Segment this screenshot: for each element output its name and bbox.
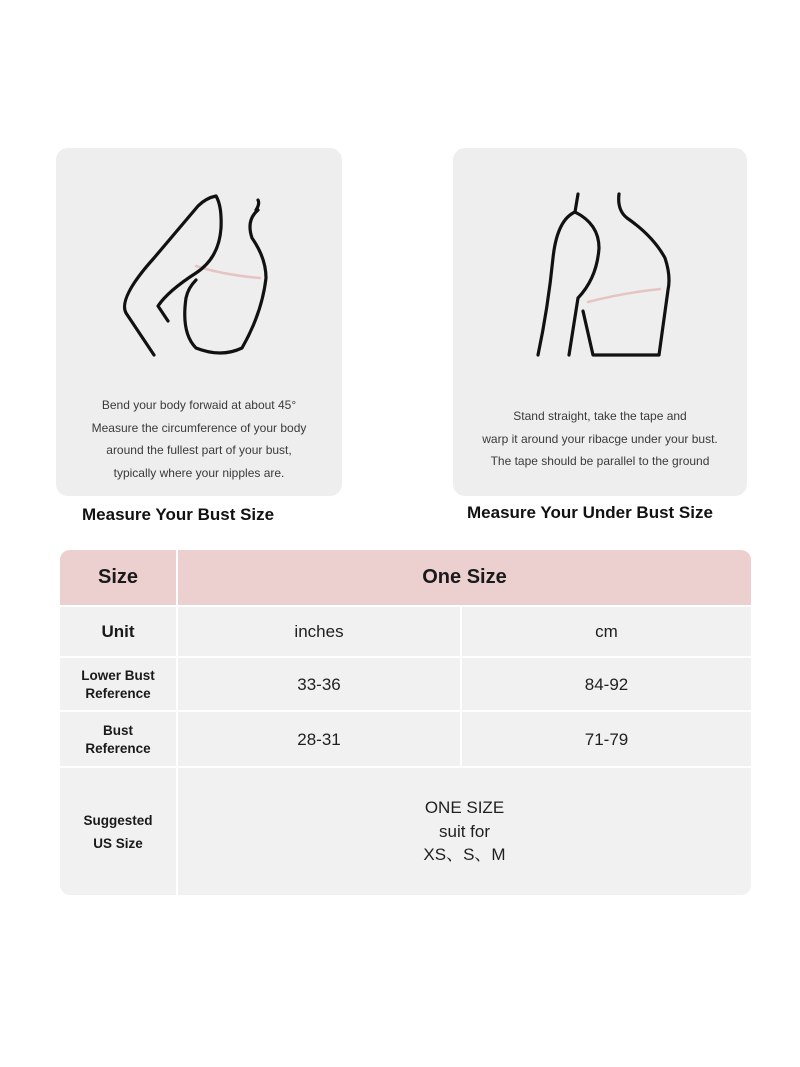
underbust-caption: [453, 405, 747, 473]
divider: [60, 656, 751, 658]
bust-cm: 71-79: [584, 729, 629, 749]
caption-line: The tape should be parallel to the ground: [490, 454, 710, 468]
caption-line: Bend your body forwaid at about 45°: [101, 398, 297, 412]
label-line: Reference: [85, 685, 151, 701]
us-size-value: [178, 768, 751, 895]
underbust-heading: Measure Your Under Bust Size: [467, 503, 713, 522]
bust-measure-card: [56, 148, 342, 496]
lower-bust-cm: 84-92: [584, 674, 629, 694]
label-line: Suggested: [83, 812, 153, 828]
caption-line: Measure the circumference of your body: [91, 420, 307, 435]
bust-label: [60, 712, 176, 767]
unit-cm: cm: [595, 621, 618, 641]
label-line: Lower Bust: [81, 667, 155, 683]
table-row: [60, 658, 751, 711]
size-value: One Size: [422, 566, 507, 588]
table-row: [60, 606, 751, 657]
size-table: [60, 550, 751, 895]
lower-bust-label: [60, 658, 176, 711]
value-line: XS、S、M: [423, 845, 506, 865]
divider: [60, 605, 751, 607]
caption-line: around the fullest part of your bust,: [106, 443, 292, 457]
divider: [176, 550, 178, 895]
underbust-measure-card: [453, 148, 747, 496]
unit-inches: inches: [294, 621, 344, 641]
label-line: Bust: [102, 722, 133, 738]
value-line: ONE SIZE: [424, 798, 505, 818]
size-label: Size: [97, 566, 139, 588]
divider: [60, 766, 751, 768]
caption-line: warp it around your ribacge under your bust.: [482, 431, 718, 446]
label-line: US Size: [93, 835, 143, 851]
value-line: suit for: [438, 821, 491, 841]
table-row: [60, 768, 751, 895]
divider: [60, 710, 751, 712]
bust-heading: Measure Your Bust Size: [82, 505, 275, 524]
table-row: [60, 712, 751, 767]
lower-bust-inches: 33-36: [297, 674, 341, 694]
caption-line: typically where your nipples are.: [113, 465, 285, 480]
us-size-label: [60, 768, 176, 895]
label-line: Reference: [85, 740, 151, 756]
table-header-row: [60, 550, 751, 605]
bust-inches: 28-31: [297, 729, 341, 749]
bust-caption: [56, 394, 342, 484]
unit-label: Unit: [101, 621, 135, 641]
divider: [460, 606, 462, 767]
caption-line: Stand straight, take the tape and: [513, 409, 687, 423]
